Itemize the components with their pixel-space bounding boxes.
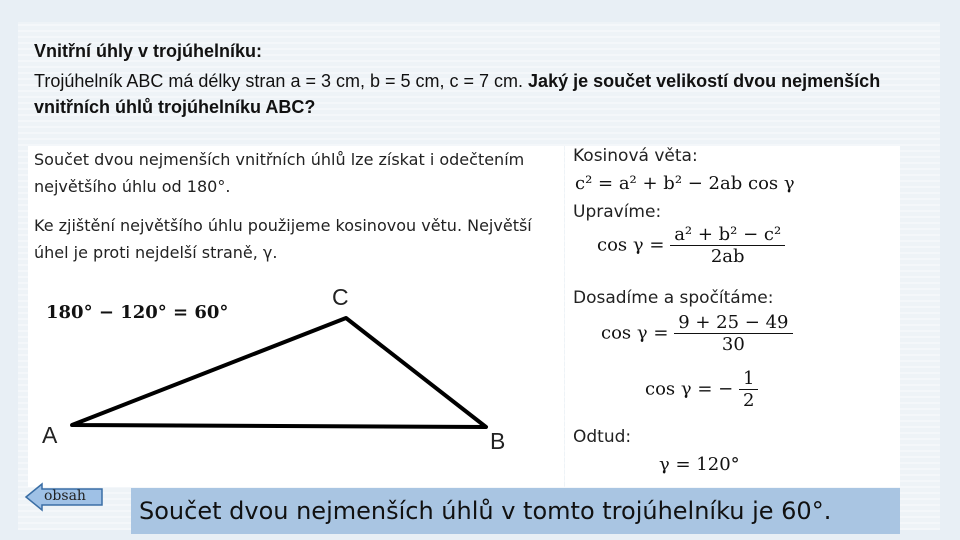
triangle-diagram [28,146,564,487]
fraction-result-numerator: 1 [742,368,755,389]
fraction-substituted-denominator: 30 [674,333,792,355]
cos-formula-substituted [601,312,793,355]
solution-panel [565,146,900,487]
odtud-label: Odtud: [573,427,632,447]
kosinova-label: Kosinová věta: [573,146,698,166]
fraction-general [670,224,785,267]
kosinova-formula: c² = a² + b² − 2ab cos γ [575,173,795,194]
back-button-label: obsah [44,488,86,504]
task-question: Jaký je součet velikostí dvou nejmenších vnitřních úhlů trojúhelníku ABC? [34,71,881,117]
explanation-paragraph-2: Ke zjištění největšího úhlu použijeme kosinovou větu. Největší úhel je proti nejdelší straně, γ. [34,216,532,262]
cos-formula-result [645,368,758,411]
page-title: Vnitřní úhly v trojúhelníku: [34,41,263,61]
task-intro: Trojúhelník ABC má délky stran a = 3 cm, b = 5 cm, c = 7 cm. [34,71,524,91]
fraction-general-denominator: 2ab [670,245,785,267]
header [34,38,914,120]
gamma-result: γ = 120° [659,454,740,475]
cos-lhs-substituted: cos γ = [601,322,669,344]
triangle-shape [72,318,486,427]
explanation-panel [28,146,564,487]
vertex-label-c: C [332,284,349,310]
result-formula: 180° − 120° = 60° [46,302,229,323]
back-to-contents-button[interactable] [24,482,104,512]
cos-formula-general [597,224,785,267]
fraction-substituted [674,312,792,355]
vertex-label-b: B [490,428,506,454]
cos-lhs-negative: cos γ = − [645,378,734,400]
fraction-general-numerator: a² + b² − c² [674,224,782,245]
explanation-paragraph-1: Součet dvou nejmenších vnitřních úhlů lze získat i odečtením největšího úhlu od 180°. [34,150,525,196]
upravime-label: Upravíme: [573,202,662,222]
cos-lhs: cos γ = [597,234,665,256]
fraction-result-denominator: 2 [739,389,758,411]
conclusion-banner: Součet dvou nejmenších úhlů v tomto trojúhelníku je 60°. [131,488,900,534]
dosadime-label: Dosadíme a spočítáme: [573,288,774,308]
vertex-label-a: A [42,422,58,448]
fraction-result [739,368,758,411]
fraction-substituted-numerator: 9 + 25 − 49 [678,312,789,333]
task-text [34,68,914,120]
